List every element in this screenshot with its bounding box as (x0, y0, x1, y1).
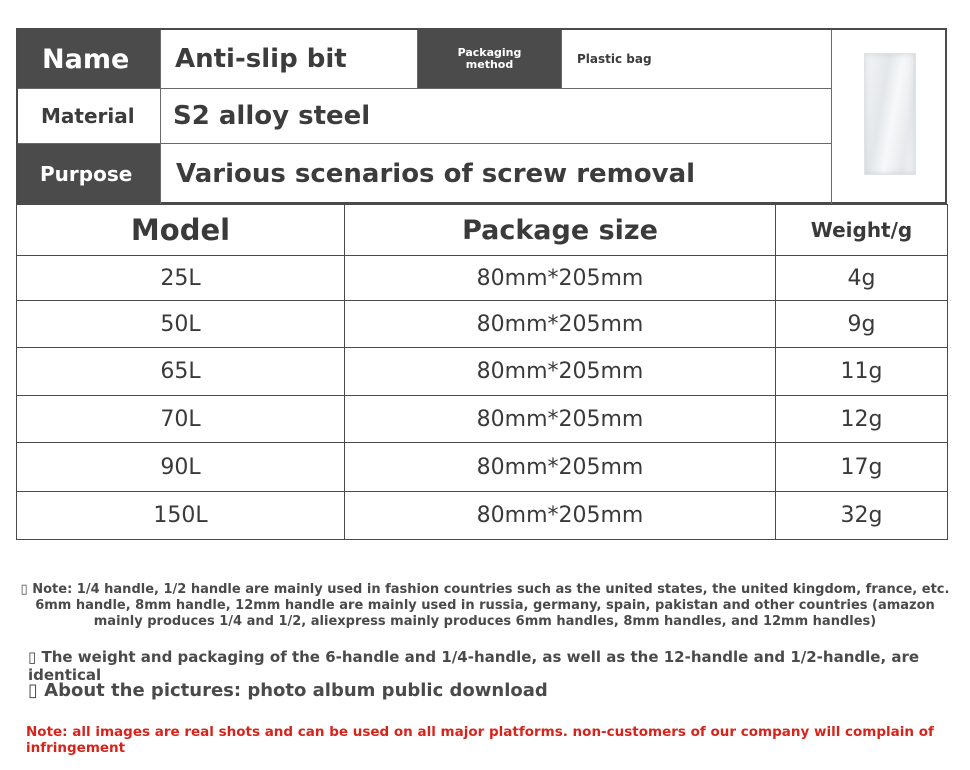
model-cell: 65L (17, 348, 345, 396)
infringement-warning: Note: all images are real shots and can be used on all major platforms. non-customers of our company will complain of infringement (26, 724, 934, 756)
package-size-cell: 80mm*205mm (345, 443, 776, 492)
purpose-value: Various scenarios of screw removal (176, 159, 696, 189)
weight-cell: 9g (776, 301, 948, 348)
name-value: Anti-slip bit (175, 44, 347, 74)
material-label: Material (41, 104, 135, 128)
weight-cell: 11g (776, 348, 948, 396)
weight-cell: 12g (776, 396, 948, 443)
weight-cell: 32g (776, 492, 948, 540)
package-size-cell: 80mm*205mm (345, 301, 776, 348)
model-cell: 90L (17, 443, 345, 492)
note-line: ▯ Note: 1/4 handle, 1/2 handle are mainly used in fashion countries such as the united states, the united kingdom, france, etc. (20, 582, 950, 597)
package-size-cell: 80mm*205mm (345, 256, 776, 301)
purpose-label: Purpose (18, 144, 160, 204)
table-row (17, 256, 948, 301)
divider (561, 30, 562, 88)
package-size-cell: 80mm*205mm (345, 396, 776, 443)
table-row (17, 348, 948, 396)
packaging-method-value: Plastic bag (577, 52, 652, 66)
product-spec-block (16, 28, 947, 204)
model-cell: 50L (17, 301, 345, 348)
table-row (17, 396, 948, 443)
model-cell: 70L (17, 396, 345, 443)
note-line: 6mm handle, 8mm handle, 12mm handle are mainly used in russia, germany, spain, pakistan and other countries (amazon (35, 598, 935, 613)
table-row (17, 301, 948, 348)
package-size-cell: 80mm*205mm (345, 348, 776, 396)
table-row (17, 443, 948, 492)
weight-packaging-note: ▯ The weight and packaging of the 6-handle and 1/4-handle, as well as the 12-handle and 1/2-handle, are identical (28, 648, 920, 684)
plastic-bag-image (864, 53, 916, 175)
pictures-note: ▯ About the pictures: photo album public download (28, 680, 548, 701)
divider (417, 30, 418, 88)
weight-cell: 17g (776, 443, 948, 492)
divider (18, 143, 831, 144)
weight-cell: 4g (776, 256, 948, 301)
model-cell: 25L (17, 256, 345, 301)
name-label: Name (18, 30, 160, 88)
column-header-weight: Weight/g (776, 205, 948, 256)
column-header-model: Model (17, 205, 345, 256)
divider (18, 88, 831, 89)
package-size-cell: 80mm*205mm (345, 492, 776, 540)
material-value: S2 alloy steel (173, 101, 371, 131)
packaging-label-line1: Packaging (457, 46, 522, 59)
note-line: mainly produces 1/4 and 1/2, aliexpress mainly produces 6mm handles, 8mm handles, and 12mm handles) (93, 614, 877, 629)
divider (160, 30, 161, 204)
packaging-photo-cell (832, 30, 947, 204)
table-row (17, 492, 948, 540)
packaging-label-line2: method (465, 58, 514, 71)
packaging-method-label (418, 30, 561, 88)
divider (831, 30, 832, 204)
column-header-package-size: Package size (345, 205, 776, 256)
regional-usage-note (20, 582, 950, 630)
model-cell: 150L (17, 492, 345, 540)
model-table (16, 204, 948, 540)
table-header-row (17, 205, 948, 256)
